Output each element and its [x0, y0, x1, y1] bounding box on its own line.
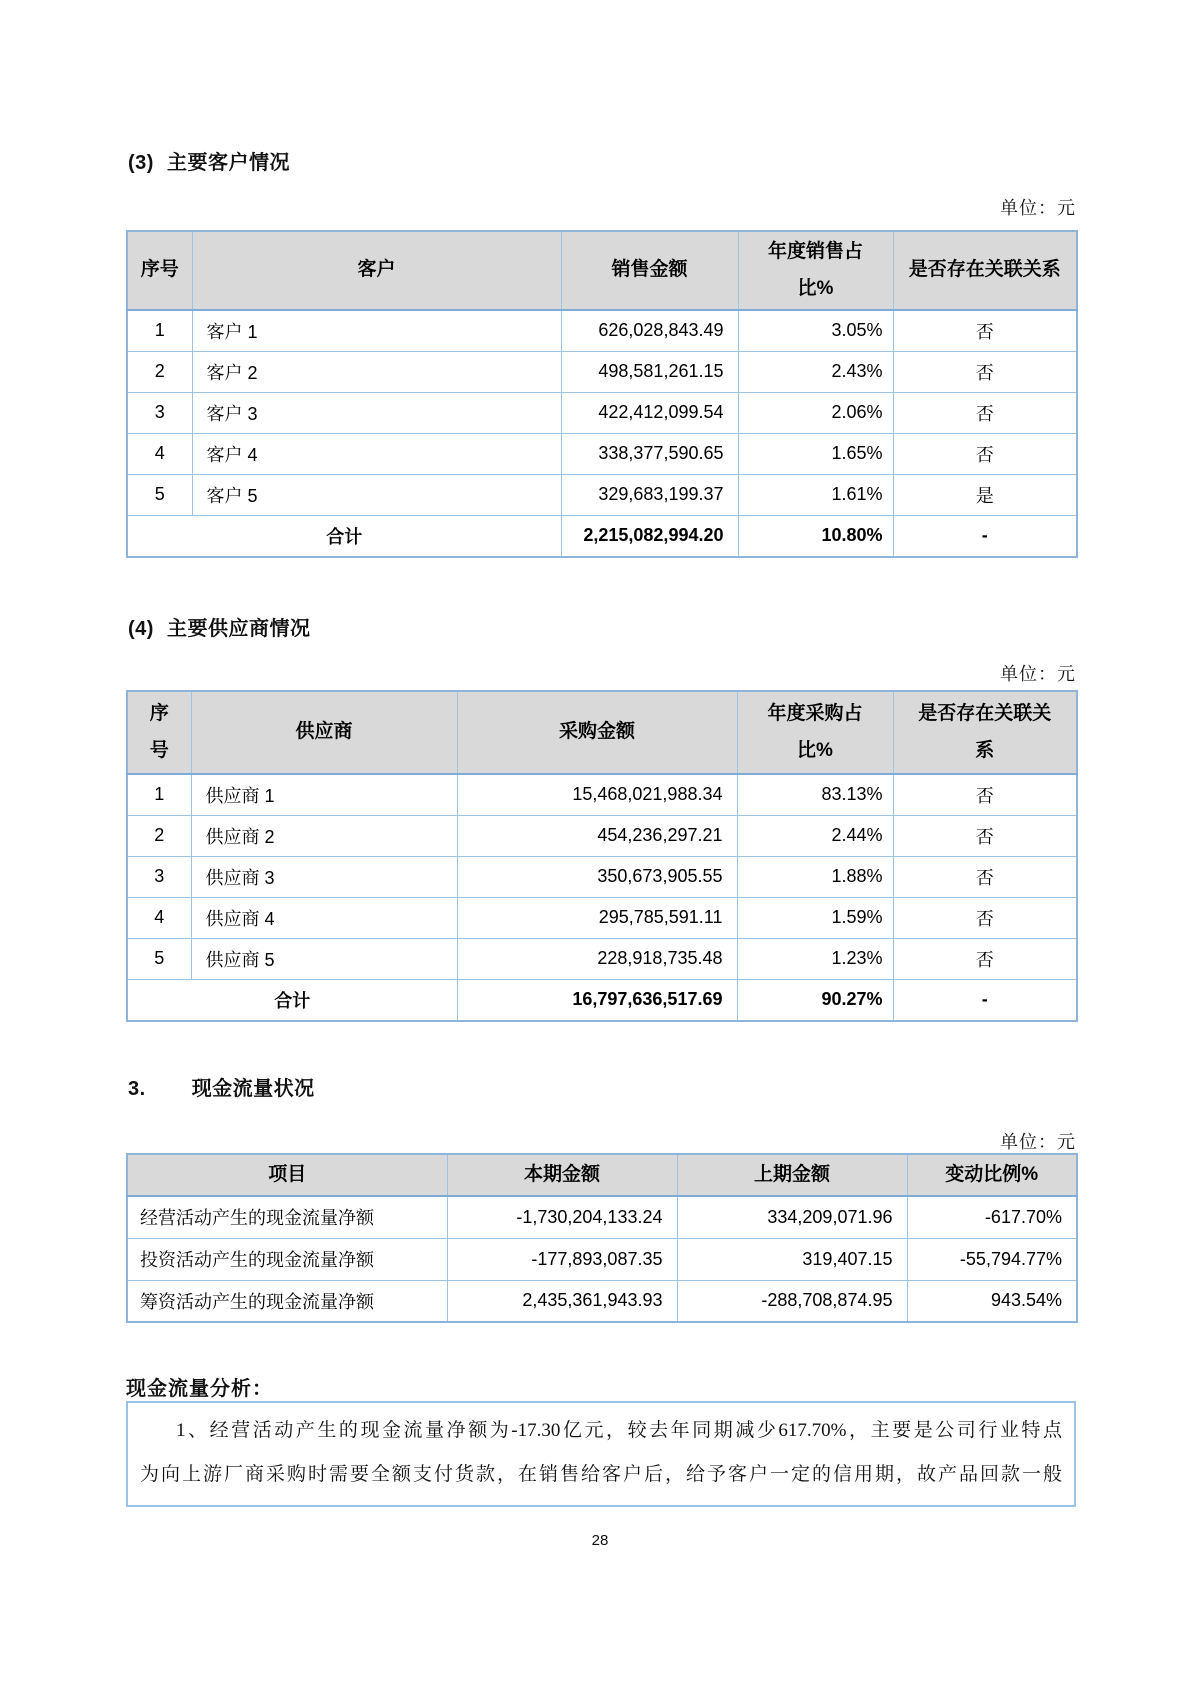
customer-name-cell: 客户 2: [192, 351, 561, 392]
total-related-cell: -: [893, 515, 1077, 557]
related-cell: 否: [893, 856, 1077, 897]
unit-label-customers: 单位：元: [1000, 198, 1076, 218]
pct-cell: 1.59%: [737, 897, 893, 938]
index-cell: 4: [127, 433, 192, 474]
supplier-name-cell: 供应商 3: [191, 856, 457, 897]
header-cell-index: 序 号: [127, 691, 191, 774]
cashflow-table-header-row: [127, 1154, 1077, 1196]
header-cell-sales-pct: 年度销售占 比%: [738, 231, 893, 310]
customers-table-header-row: [127, 231, 1077, 310]
section-number: (3): [128, 152, 154, 174]
supplier-name-cell: 供应商 2: [191, 815, 457, 856]
total-pct-cell: 10.80%: [738, 515, 893, 557]
section-title: 主要供应商情况: [166, 618, 311, 640]
analysis-box: [126, 1401, 1076, 1507]
pct-cell: 1.23%: [737, 938, 893, 979]
cashflow-row-investing: [127, 1238, 1077, 1280]
header-cell-supplier: 供应商: [191, 691, 457, 774]
index-cell: 2: [127, 815, 191, 856]
pct-cell: 83.13%: [737, 774, 893, 815]
pct-cell: 2.43%: [738, 351, 893, 392]
item-cell: 投资活动产生的现金流量净额: [127, 1238, 447, 1280]
section-heading-suppliers: [128, 612, 310, 641]
amount-cell: 626,028,843.49: [561, 310, 738, 351]
amount-cell: 295,785,591.11: [457, 897, 737, 938]
pct-cell: 1.61%: [738, 474, 893, 515]
amount-cell: 228,918,735.48: [457, 938, 737, 979]
amount-cell: 498,581,261.15: [561, 351, 738, 392]
amount-cell: 454,236,297.21: [457, 815, 737, 856]
item-cell: 筹资活动产生的现金流量净额: [127, 1280, 447, 1322]
total-label-cell: 合计: [127, 979, 457, 1021]
section-heading-cashflow: [128, 1072, 315, 1101]
analysis-heading: 现金流量分析：: [126, 1378, 273, 1400]
current-amount-cell: -177,893,087.35: [447, 1238, 677, 1280]
pct-cell: 1.88%: [737, 856, 893, 897]
customers-row-2: [127, 351, 1077, 392]
supplier-name-cell: 供应商 4: [191, 897, 457, 938]
index-cell: 5: [127, 938, 191, 979]
change-pct-cell: 943.54%: [907, 1280, 1077, 1322]
cashflow-table: [126, 1153, 1078, 1323]
index-cell: 5: [127, 474, 192, 515]
customers-total-row: [127, 515, 1077, 557]
amount-cell: 350,673,905.55: [457, 856, 737, 897]
total-label-cell: 合计: [127, 515, 561, 557]
related-cell: 否: [893, 433, 1077, 474]
supplier-name-cell: 供应商 1: [191, 774, 457, 815]
related-cell: 否: [893, 351, 1077, 392]
header-cell-index: 序号: [127, 231, 192, 310]
section-heading-customers: [128, 146, 290, 175]
section-title: 现金流量状况: [191, 1078, 315, 1100]
current-amount-cell: 2,435,361,943.93: [447, 1280, 677, 1322]
prior-amount-cell: 319,407.15: [677, 1238, 907, 1280]
total-amount-cell: 16,797,636,517.69: [457, 979, 737, 1021]
header-cell-item: 项目: [127, 1154, 447, 1196]
pct-cell: 1.65%: [738, 433, 893, 474]
index-cell: 4: [127, 897, 191, 938]
customers-row-1: [127, 310, 1077, 351]
total-related-cell: -: [893, 979, 1077, 1021]
prior-amount-cell: -288,708,874.95: [677, 1280, 907, 1322]
related-cell: 否: [893, 392, 1077, 433]
pct-cell: 3.05%: [738, 310, 893, 351]
related-cell: 否: [893, 774, 1077, 815]
related-cell: 是: [893, 474, 1077, 515]
change-pct-cell: -617.70%: [907, 1196, 1077, 1238]
suppliers-row-2: [127, 815, 1077, 856]
change-pct-cell: -55,794.77%: [907, 1238, 1077, 1280]
suppliers-table: [126, 690, 1078, 1022]
suppliers-total-row: [127, 979, 1077, 1021]
customer-name-cell: 客户 1: [192, 310, 561, 351]
header-cell-current-period: 本期金额: [447, 1154, 677, 1196]
header-cell-related: 是否存在关联关系: [893, 231, 1077, 310]
analysis-line-2: 为向上游厂商采购时需要全额支付货款，在销售给客户后，给予客户一定的信用期，故产品回款一般: [140, 1464, 1062, 1485]
header-cell-purchase-amount: 采购金额: [457, 691, 737, 774]
customers-row-4: [127, 433, 1077, 474]
customers-row-5: [127, 474, 1077, 515]
unit-label-cashflow: 单位：元: [1000, 1132, 1076, 1152]
cashflow-row-operating: [127, 1196, 1077, 1238]
header-cell-purchase-pct: 年度采购占 比%: [737, 691, 893, 774]
section-number: 3.: [128, 1078, 146, 1100]
cashflow-row-financing: [127, 1280, 1077, 1322]
suppliers-row-1: [127, 774, 1077, 815]
total-pct-cell: 90.27%: [737, 979, 893, 1021]
total-amount-cell: 2,215,082,994.20: [561, 515, 738, 557]
page-number: 28: [591, 1532, 609, 1549]
amount-cell: 338,377,590.65: [561, 433, 738, 474]
section-title: 主要客户情况: [166, 152, 290, 174]
section-number: (4): [128, 618, 154, 640]
customers-row-3: [127, 392, 1077, 433]
supplier-name-cell: 供应商 5: [191, 938, 457, 979]
amount-cell: 15,468,021,988.34: [457, 774, 737, 815]
customers-table: [126, 230, 1078, 558]
suppliers-row-3: [127, 856, 1077, 897]
header-cell-change-pct: 变动比例%: [907, 1154, 1077, 1196]
amount-cell: 422,412,099.54: [561, 392, 738, 433]
item-cell: 经营活动产生的现金流量净额: [127, 1196, 447, 1238]
pct-cell: 2.44%: [737, 815, 893, 856]
suppliers-row-5: [127, 938, 1077, 979]
index-cell: 3: [127, 856, 191, 897]
index-cell: 1: [127, 774, 191, 815]
related-cell: 否: [893, 897, 1077, 938]
index-cell: 3: [127, 392, 192, 433]
related-cell: 否: [893, 815, 1077, 856]
prior-amount-cell: 334,209,071.96: [677, 1196, 907, 1238]
header-cell-sales-amount: 销售金额: [561, 231, 738, 310]
current-amount-cell: -1,730,204,133.24: [447, 1196, 677, 1238]
analysis-line-1: 1、经营活动产生的现金流量净额为-17.30亿元，较去年同期减少617.70%，主要是公司行业特点: [176, 1420, 1062, 1441]
index-cell: 2: [127, 351, 192, 392]
header-cell-customer: 客户: [192, 231, 561, 310]
related-cell: 否: [893, 310, 1077, 351]
amount-cell: 329,683,199.37: [561, 474, 738, 515]
related-cell: 否: [893, 938, 1077, 979]
suppliers-table-header-row: [127, 691, 1077, 774]
unit-label-suppliers: 单位：元: [1000, 664, 1076, 684]
suppliers-row-4: [127, 897, 1077, 938]
customer-name-cell: 客户 5: [192, 474, 561, 515]
header-cell-related: 是否存在关联关 系: [893, 691, 1077, 774]
index-cell: 1: [127, 310, 192, 351]
pct-cell: 2.06%: [738, 392, 893, 433]
customer-name-cell: 客户 3: [192, 392, 561, 433]
customer-name-cell: 客户 4: [192, 433, 561, 474]
header-cell-prior-period: 上期金额: [677, 1154, 907, 1196]
